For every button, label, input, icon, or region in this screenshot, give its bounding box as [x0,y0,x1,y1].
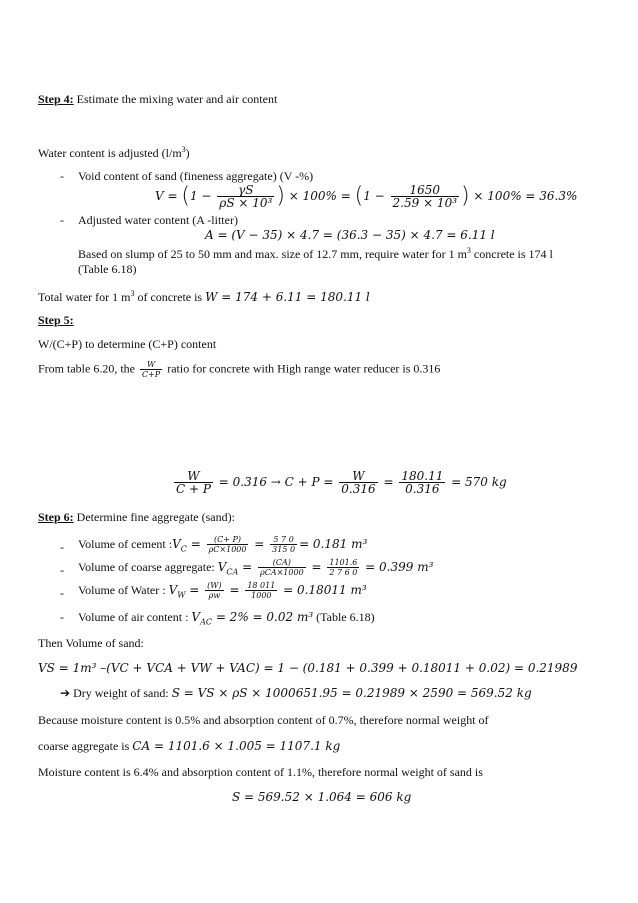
eq-result: = 0.181 m³ [299,537,368,551]
wcp-text: W/(C+P) to determine (C+P) content [38,337,217,351]
fraction-num: W [339,470,377,483]
coarse-line [38,739,340,753]
eq-term: = [250,537,269,551]
eq-term: × 100% = 36.3% [469,189,578,203]
eq-term: = [238,560,256,574]
paren-close: ) [461,183,470,209]
fraction-den: ρw [208,591,221,600]
superscript: 3 [181,145,186,154]
fraction-den: C+P [141,370,161,379]
var: V [191,610,201,624]
fraction-den: 0.316 [341,482,376,496]
eq-result: = 0.399 m³ [361,560,434,574]
water-adjusted-line [38,143,190,160]
vol-cement-line [78,535,367,556]
vol-air-line [78,610,375,629]
table620-line [38,360,440,379]
dry-equation: S = VS × ρS × 1000651.95 = 0.21989 × 2590 = 569.52 kg [171,686,532,700]
var: V [168,583,178,597]
fraction [140,360,162,379]
fraction-den: ρS × 10³ [219,196,273,210]
vol-label: Volume of cement : [78,537,173,551]
paren-open: ( [181,183,190,209]
subscript: C [180,544,187,554]
eq-term: = 570 kg [447,475,507,489]
fraction-den: 2 7 6 0 [329,568,358,577]
fraction-num: (CA) [258,558,306,568]
slump-end: concrete is 174 l [470,247,553,261]
table620-text: ratio for concrete with High range water reducer is 0.316 [164,361,441,376]
sand-equation: S = 569.52 × 1.064 = 606 kg [232,790,412,804]
subscript: CA [226,567,239,577]
bullet-dash: - [60,610,64,624]
fraction-den: ρC×1000 [208,545,247,554]
subscript: AC [200,617,212,627]
fraction [399,470,445,495]
step6-text: Determine fine aggregate (sand): [73,510,235,524]
superscript: 3 [466,246,471,255]
fraction [339,470,377,495]
table620-text: From table 6.20, the [38,361,138,376]
eq-term: = [225,583,244,597]
step4-title: Step 4: [38,92,74,106]
coarse-equation: CA = 1101.6 × 1.005 = 1107.1 kg [132,739,341,753]
subscript: W [177,590,186,600]
cp-equation [172,470,507,495]
fraction-den: C + P [176,482,211,496]
total-water-text: of concrete is [134,290,206,304]
dry-label: Dry weight of sand: [70,686,172,700]
slump-text: Based on slump of 25 to 50 mm and max. size of 12.7 mm, require water for 1 m [78,247,467,261]
fraction-num: 5 7 0 [270,535,297,545]
bullet-dash: - [60,213,64,227]
fraction-num: γS [217,184,274,197]
fraction-den: 1000 [251,591,272,600]
fraction-num: (C+ P) [207,535,249,545]
fraction-num: 18 011 [247,581,276,590]
dry-weight-line [60,686,532,700]
eq-term: = [379,475,398,489]
fraction [174,470,213,495]
total-water-equation: W = 174 + 6.11 = 180.11 l [205,290,370,304]
total-water-line [38,287,370,304]
fraction [205,581,223,600]
adj-label: Adjusted water content (A -litter) [78,213,238,227]
paren-close: ) [276,183,285,209]
vol-label: Volume of coarse aggregate: [78,560,218,574]
table-ref: (Table 6.18) [313,610,375,624]
bullet-dash: - [60,169,64,183]
table-618-ref: (Table 6.18) [78,262,137,276]
fraction-num: W [140,360,162,370]
fraction [327,558,359,577]
step6-heading [38,510,235,524]
fraction [258,558,306,577]
slump-line [78,244,553,261]
step4-text: Estimate the mixing water and air content [73,92,278,106]
eq-term: = 0.316 → C + P = [214,475,338,489]
fraction [391,184,459,209]
eq-result: = 2% = 0.02 m³ [212,610,314,624]
vol-label: Volume of Water : [78,583,169,597]
vol-water-line [78,581,367,602]
moisture-text-2: Moisture content is 6.4% and absorption content of 1.1%, therefore normal weight of sand is [38,765,483,779]
eq-lhs: V = [155,189,182,203]
var: V [217,560,227,574]
fraction-num: (W) [207,581,222,590]
fraction [270,535,297,554]
void-equation [155,184,577,209]
then-sand-text: Then Volume of sand: [38,636,144,650]
eq-term: × 100% = [284,189,355,203]
eq-term: = [307,560,326,574]
eq-term: 1 − [363,189,389,203]
eq-result: = 0.18011 m³ [279,583,367,597]
bullet-dash: - [60,563,64,577]
fraction-num: 1650 [391,184,459,197]
fraction [217,184,274,209]
step6-title: Step 6: [38,510,74,524]
vs-equation: VS = 1m³ –(VC + VCA + VW + VAC) = 1 − (0.181 + 0.399 + 0.18011 + 0.02) = 0.21989 [38,661,578,675]
fraction [245,581,277,600]
step4-heading [38,92,277,106]
vol-label: Volume of air content : [78,610,192,624]
superscript: 3 [130,289,135,298]
bullet-dash: - [60,586,64,600]
fraction-num: W [174,470,213,483]
fraction-den: ρCA×1000 [260,568,304,577]
fraction-den: 0.316 [405,482,440,496]
coarse-text: coarse aggregate is [38,739,133,753]
right-arrow-icon: ➔ [60,686,71,700]
void-label: Void content of sand (fineness aggregate) (V -%) [78,169,314,183]
adj-equation: A = (V − 35) × 4.7 = (36.3 − 35) × 4.7 = 6.11 l [205,228,495,242]
fraction-den: 2.59 × 10³ [392,196,458,210]
bullet-dash: - [60,540,64,554]
fraction [207,535,249,554]
fraction-num: 180.11 [401,469,444,483]
closing-paren: ) [185,146,190,160]
water-adjusted-text: Water content is adjusted (l/m [38,146,182,160]
eq-term: = [185,583,204,597]
moisture-text-1: Because moisture content is 0.5% and absorption content of 0.7%, therefore normal weight of [38,713,489,727]
var: V [172,537,181,551]
eq-term: = [186,537,205,551]
total-water-text: Total water for 1 m [38,290,131,304]
vol-coarse-line [78,558,433,579]
fraction-den: 315 0 [272,545,296,554]
paren-open: ( [354,183,364,209]
fraction-num: 1101.6 [329,558,358,567]
eq-term: 1 − [189,189,216,203]
step5-title: Step 5: [38,313,74,327]
